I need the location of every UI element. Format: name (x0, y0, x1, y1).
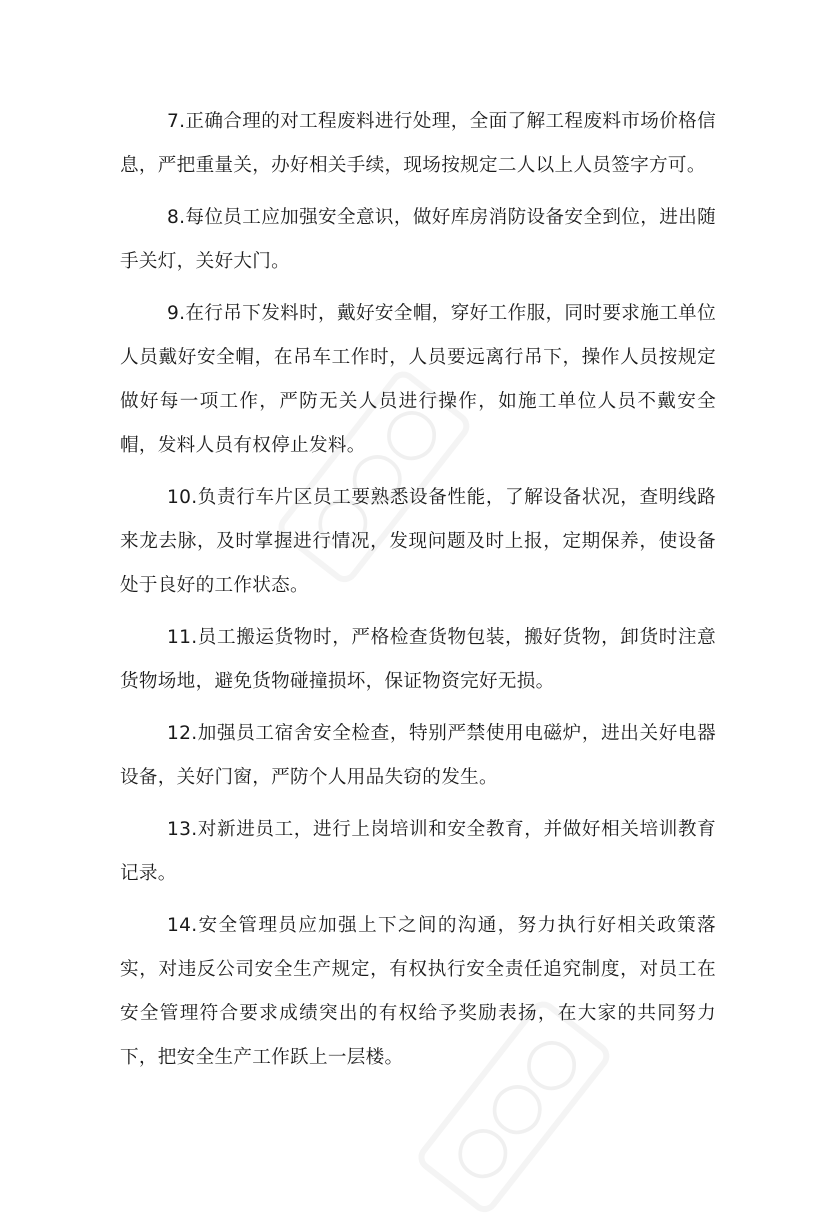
document-body (120, 100, 716, 1088)
paragraph-item-13: 13.对新进员工，进行上岗培训和安全教育，并做好相关培训教育记录。 (120, 819, 716, 884)
paragraph-item-11: 11.员工搬运货物时，严格检查货物包装，搬好货物，卸货时注意货物场地，避免货物碰撞损坏，保证物资完好无损。 (120, 627, 716, 692)
watermark-logo: ○○○ (273, 366, 475, 587)
paragraph-item-14: 14.安全管理员应加强上下之间的沟通，努力执行好相关政策落实，对违反公司安全生产规定，有权执行安全责任追究制度，对员工在安全管理符合要求成绩突出的有权给予奖励表扬，在大家的共同努力下，把安全生产工作跃上一层楼。 (120, 915, 716, 1068)
watermark-logo: ○○○ (413, 996, 615, 1217)
paragraph-item-12: 12.加强员工宿舍安全检查，特别严禁使用电磁炉，进出关好电器设备，关好门窗，严防个人用品失窃的发生。 (120, 723, 716, 788)
paragraph-item-9: 9.在行吊下发料时，戴好安全帽，穿好工作服，同时要求施工单位人员戴好安全帽，在吊车工作时，人员要远离行吊下，操作人员按规定做好每一项工作，严防无关人员进行操作，如施工单位人员不戴安全帽，发料人员有权停止发料。 (120, 303, 716, 456)
paragraph-item-8: 8.每位员工应加强安全意识，做好库房消防设备安全到位，进出随手关灯，关好大门。 (120, 207, 716, 272)
paragraph-item-7: 7.正确合理的对工程废料进行处理，全面了解工程废料市场价格信息，严把重量关，办好相关手续，现场按规定二人以上人员签字方可。 (120, 111, 716, 176)
paragraph-item-10: 10.负责行车片区员工要熟悉设备性能，了解设备状况，查明线路来龙去脉，及时掌握进行情况，发现问题及时上报，定期保养，使设备处于良好的工作状态。 (120, 487, 716, 596)
